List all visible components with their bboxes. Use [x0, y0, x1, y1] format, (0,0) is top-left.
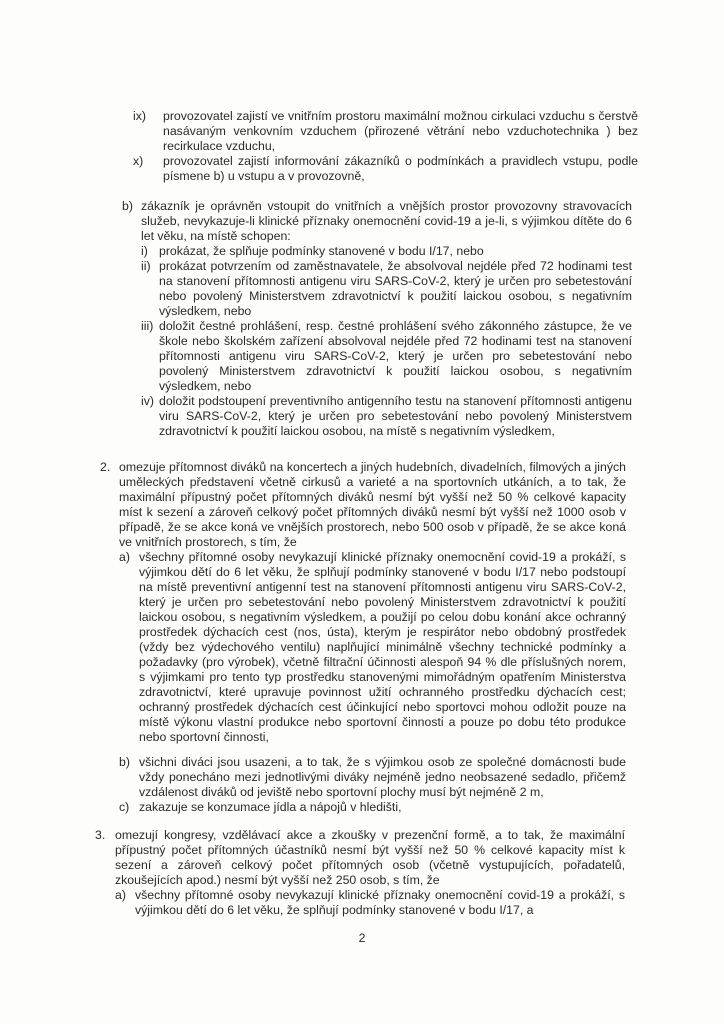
item-label: b): [119, 755, 130, 769]
item-label: ii): [141, 259, 151, 273]
page-number: 2: [358, 931, 366, 945]
sub-item-2a: [119, 550, 626, 745]
item-text: všechny přítomné osoby nevykazují klinické příznaky onemocnění covid-19 a prokáží, s výjimkou dětí do 6 let věku, že splňují podmínky stanovené v bodu I/17 nebo podstoupí na místě preventivní antigenní test na stanovení přítomnosti antigenu viru SARS-CoV-2, který je určen pro sebetestování nebo povolený Ministerstvem zdravotnictví k použití laickou osobou, s negativním výsledkem, a použijí po celou dobu konání akce ochranný prostředek dýchacích cest (nos, ústa), kterým je respirátor nebo obdobný prostředek (vždy bez výdechového ventilu) naplňující minimálně všechny technické podmínky a požadavky (pro výrobek), včetně filtrační účinnosti alespoň 94 % dle příslušných norem, s výjimkami pro tento typ prostředku stanovenými mimořádným opatřením Ministerstva zdravotnictví, které upravuje povinnost užití ochranného prostředku dýchacích cest; ochranný prostředek dýchacích cest účinkující nebo sportovci mohou odložit pouze na místě výkonu vlastní produkce nebo sportovní činnosti a pouze po dobu této produkce nebo sportovní činnosti,: [139, 550, 626, 744]
item-text: všichni diváci jsou usazeni, a to tak, že s výjimkou osob ze společné domácnosti bude vždy ponecháno mezi jednotlivými diváky nejméně jedno neobsazené sedadlo, přičemž vzdálenost diváků od jeviště nebo sportovní plochy musí být nejméně 2 m,: [139, 755, 626, 799]
item-label: b): [122, 199, 133, 213]
item-text: zákazník je oprávněn vstoupit do vnitřních a vnějších prostor provozovny stravovacích služeb, nevykazuje-li klinické příznaky onemocnění covid-19 a je-li, s výjimkou dítěte do 6 let věku, na místě schopen:: [141, 199, 632, 243]
item-label: i): [141, 244, 148, 258]
sub-item-iii: [141, 319, 632, 394]
item-text: provozovatel zajistí ve vnitřním prostoru maximální možnou cirkulaci vzduchu s čerstvě nasávaným venkovním vzduchem (přirozené větrání nebo vzduchotechnika ) bez recirkulace vzduchu,: [163, 109, 638, 153]
item-label: c): [119, 800, 130, 814]
list-item-b: [122, 199, 632, 244]
list-item-ix: [133, 109, 638, 154]
item-text: provozovatel zajistí informování zákazníků o podmínkách a pravidlech vstupu, podle písmene b) u vstupu a v provozovně,: [163, 154, 638, 183]
item-text: omezuje přítomnost diváků na koncertech a jiných hudebních, divadelních, filmových a jiných uměleckých představení včetně cirkusů a varieté a na sportovních utkáních, a to tak, že maximální přípustný počet přítomných diváků nesmí být vyšší než 50 % celkové kapacity míst k sezení a zároveň celkový počet přítomných diváků nesmí být vyšší než 1000 osob v případě, že se akce koná ve vnějších prostorech, nebo 500 osob v případě, že se akce koná ve vnitřních prostorech, s tím, že: [119, 460, 626, 549]
item-label: 2.: [100, 460, 111, 474]
item-label: 3.: [95, 828, 106, 842]
sub-item-iv: [141, 394, 632, 439]
item-text: zakazuje se konzumace jídla a nápojů v hledišti,: [139, 800, 402, 814]
item-label: a): [119, 550, 130, 564]
item-label: iii): [141, 319, 154, 333]
list-item-2: [100, 460, 626, 550]
item-label: ix): [133, 109, 146, 123]
item-label: iv): [141, 394, 154, 408]
item-label: a): [115, 888, 126, 902]
sub-item-ii: [141, 259, 632, 319]
sub-item-2b: [119, 755, 626, 800]
item-text: doložit čestné prohlášení, resp. čestné prohlášení svého zákonného zástupce, že ve škole nebo školském zařízení absolvoval nejdéle před 72 hodinami test na stanovení přítomnosti antigenu viru SARS-CoV-2, který je určen pro sebetestování nebo povolený Ministerstvem zdravotnictví k použití laickou osobou, s negativním výsledkem, nebo: [159, 319, 632, 393]
item-label: x): [133, 154, 144, 168]
sub-item-2c: [119, 800, 626, 815]
item-text: prokázat, že splňuje podmínky stanovené v bodu I/17, nebo: [159, 244, 484, 258]
sub-item-3a: [115, 888, 625, 918]
list-item-x: [133, 154, 638, 184]
item-text: doložit podstoupení preventivního antigenního testu na stanovení přítomnosti antigenu viru SARS-CoV-2, který je určen pro sebetestování nebo povolený Ministerstvem zdravotnictví k použití laickou osobou, na místě s negativním výsledkem,: [159, 394, 632, 438]
sub-item-i: [141, 244, 632, 259]
item-text: omezují kongresy, vzdělávací akce a zkoušky v prezenční formě, a to tak, že maximální přípustný počet přítomných účastníků nesmí být vyšší než 50 % celkové kapacity míst k sezení a zároveň celkový počet přítomných osob (včetně vystupujících, pořadatelů, zkoušejících apod.) nesmí být vyšší než 250 osob, s tím, že: [115, 828, 625, 887]
item-text: prokázat potvrzením od zaměstnavatele, že absolvoval nejdéle před 72 hodinami test na stanovení přítomnosti antigenu viru SARS-CoV-2, který je určen pro sebetestování nebo povolený Ministerstvem zdravotnictví k použití laickou osobou, s negativním výsledkem, nebo: [159, 259, 632, 318]
item-text: všechny přítomné osoby nevykazují klinické příznaky onemocnění covid-19 a prokáží, s výjimkou dětí do 6 let věku, že splňují podmínky stanovené v bodu I/17, a: [135, 888, 625, 917]
list-item-3: [95, 828, 625, 888]
